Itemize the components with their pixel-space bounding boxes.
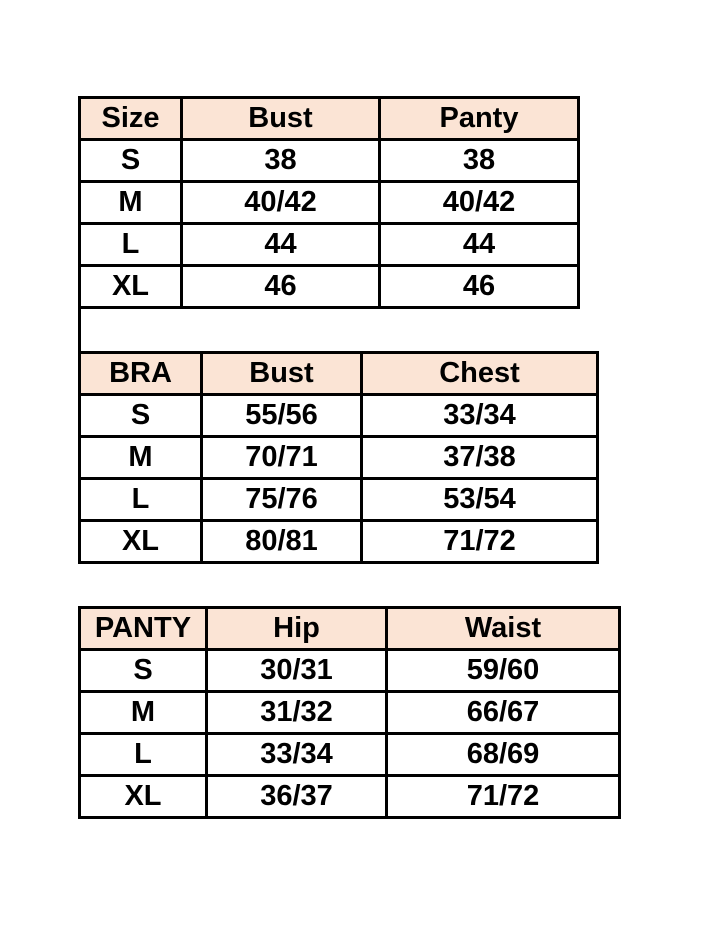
cell-value: 46 <box>380 266 579 308</box>
row-label: M <box>80 182 182 224</box>
table-row <box>80 734 620 776</box>
table-row <box>80 521 598 563</box>
cell-value: 40/42 <box>182 182 380 224</box>
cell-value: 37/38 <box>362 437 598 479</box>
column-header: Chest <box>362 353 598 395</box>
cell-value: 75/76 <box>202 479 362 521</box>
cell-value: 71/72 <box>387 776 620 818</box>
cell-value: 33/34 <box>362 395 598 437</box>
row-label: L <box>80 479 202 521</box>
cell-value: 71/72 <box>362 521 598 563</box>
cell-value: 46 <box>182 266 380 308</box>
table-row <box>80 692 620 734</box>
row-label: L <box>80 734 207 776</box>
row-label: S <box>80 395 202 437</box>
table-row <box>80 182 579 224</box>
table-row <box>80 395 598 437</box>
row-label: S <box>80 650 207 692</box>
cell-value: 44 <box>380 224 579 266</box>
row-label: M <box>80 692 207 734</box>
table-header-row <box>80 608 620 650</box>
row-label: S <box>80 140 182 182</box>
cell-value: 33/34 <box>207 734 387 776</box>
column-header: Waist <box>387 608 620 650</box>
column-header: Bust <box>202 353 362 395</box>
column-header: Size <box>80 98 182 140</box>
table-row <box>80 224 579 266</box>
table-row <box>80 650 620 692</box>
cell-value: 44 <box>182 224 380 266</box>
column-header: Bust <box>182 98 380 140</box>
cell-value: 53/54 <box>362 479 598 521</box>
cell-value: 38 <box>182 140 380 182</box>
cell-value: 59/60 <box>387 650 620 692</box>
panty-table <box>78 606 621 819</box>
cell-value: 66/67 <box>387 692 620 734</box>
column-header: PANTY <box>80 608 207 650</box>
table-header-row <box>80 98 579 140</box>
row-label: M <box>80 437 202 479</box>
table-row <box>80 266 579 308</box>
bra-table <box>78 351 599 564</box>
cell-value: 36/37 <box>207 776 387 818</box>
row-label: XL <box>80 266 182 308</box>
row-label: XL <box>80 776 207 818</box>
row-label: L <box>80 224 182 266</box>
table-row <box>80 479 598 521</box>
cell-value: 68/69 <box>387 734 620 776</box>
column-header: Hip <box>207 608 387 650</box>
table-row <box>80 140 579 182</box>
column-header: BRA <box>80 353 202 395</box>
row-label: XL <box>80 521 202 563</box>
cell-value: 80/81 <box>202 521 362 563</box>
table-row <box>80 776 620 818</box>
table-row <box>80 437 598 479</box>
size-table <box>78 96 580 309</box>
cell-value: 40/42 <box>380 182 579 224</box>
cell-value: 31/32 <box>207 692 387 734</box>
cell-value: 38 <box>380 140 579 182</box>
table-header-row <box>80 353 598 395</box>
stray-border-line <box>78 308 81 353</box>
cell-value: 30/31 <box>207 650 387 692</box>
cell-value: 55/56 <box>202 395 362 437</box>
column-header: Panty <box>380 98 579 140</box>
cell-value: 70/71 <box>202 437 362 479</box>
